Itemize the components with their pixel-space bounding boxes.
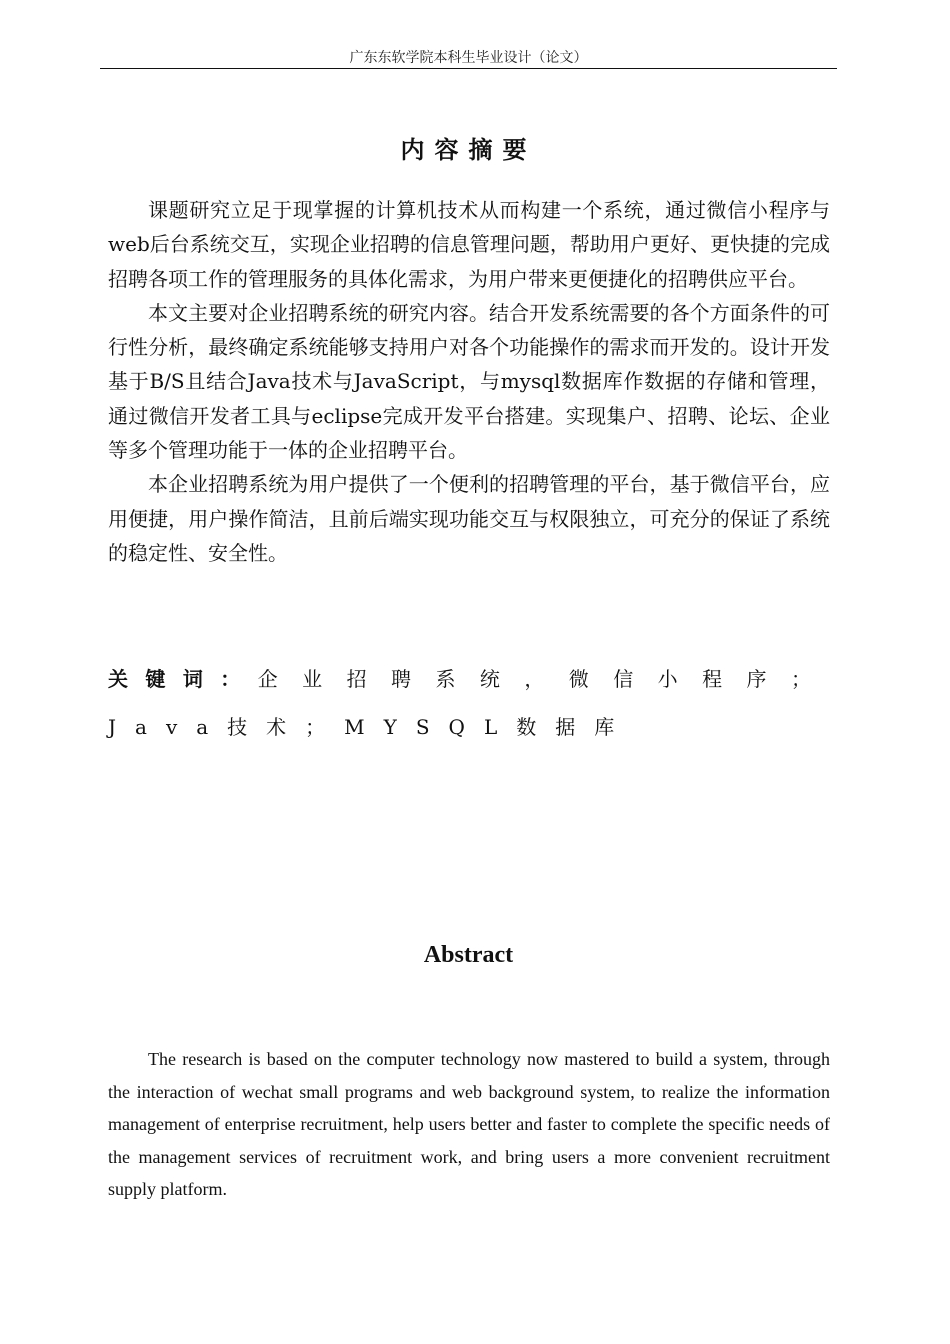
keywords-label: 关键词： bbox=[108, 667, 258, 691]
header-rule bbox=[100, 68, 837, 69]
cn-abstract-paragraph: 课题研究立足于现掌握的计算机技术从而构建一个系统，通过微信小程序与web后台系统交互，实现企业招聘的信息管理问题，帮助用户更好、更快捷的完成招聘各项工作的管理服务的具体化需求，为用户带来更便捷化的招聘供应平台。 bbox=[108, 198, 830, 291]
keywords-text: 企业招聘系统，微信小程序；Java技术；MYSQL数据库 bbox=[108, 667, 830, 739]
page-header: 广东东软学院本科生毕业设计（论文） bbox=[349, 50, 588, 66]
en-abstract-title: Abstract bbox=[423, 942, 514, 968]
cn-abstract-paragraph: 本企业招聘系统为用户提供了一个便利的招聘管理的平台，基于微信平台，应用便捷，用户操作简洁，且前后端实现功能交互与权限独立，可充分的保证了系统的稳定性、安全性。 bbox=[108, 472, 830, 565]
keywords-line bbox=[108, 655, 830, 751]
cn-abstract-body bbox=[108, 193, 830, 570]
en-abstract-body bbox=[108, 1043, 830, 1206]
en-abstract-paragraph: The research is based on the computer technology now mastered to build a system, through the interaction of wechat small programs and web background system, to realize the information management of enterprise recruitment, help users better and faster to complete the specific needs of the management services of recruitment work, and bring users a more convenient recruitment supply platform. bbox=[108, 1049, 830, 1199]
cn-abstract-paragraph: 本文主要对企业招聘系统的研究内容。结合开发系统需要的各个方面条件的可行性分析，最终确定系统能够支持用户对各个功能操作的需求而开发的。设计开发基于B/S且结合Java技术与JavaScript，与mysql数据库作数据的存储和管理，通过微信开发者工具与eclipse完成开发平台搭建。实现集户、招聘、论坛、企业等多个管理功能于一体的企业招聘平台。 bbox=[108, 300, 830, 463]
cn-abstract-title: 内容摘要 bbox=[400, 135, 537, 164]
